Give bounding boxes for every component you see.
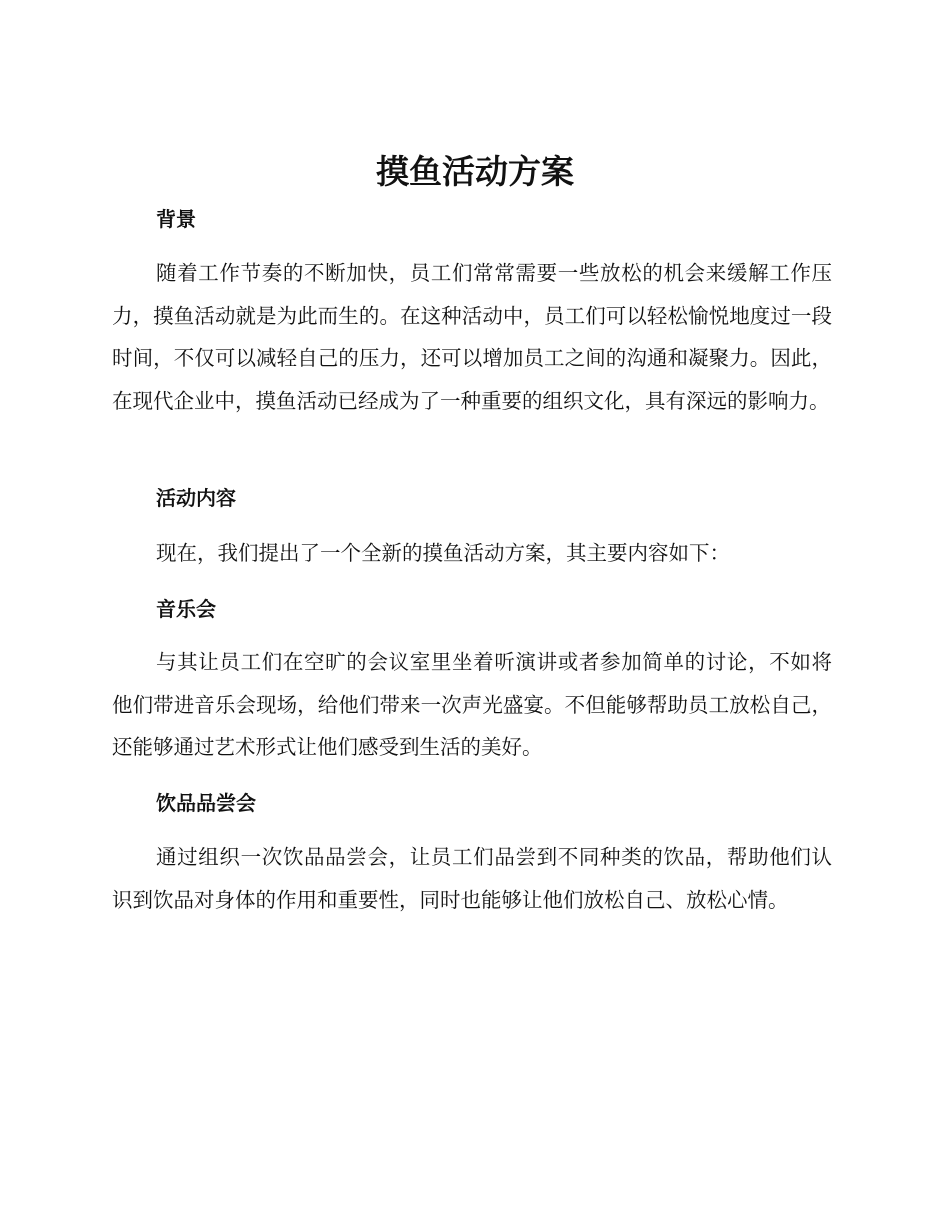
document-title: 摸鱼活动方案 xyxy=(376,152,574,191)
section-heading-beverage-tasting: 饮品品尝会 xyxy=(156,791,256,815)
section-paragraph-beverage-tasting: 通过组织一次饮品品尝会，让员工们品尝到不同种类的饮品，帮助他们认识到饮品对身体的作用和重要性，同时也能够让他们放松自己、放松心情。 xyxy=(112,845,832,912)
section-paragraph-background: 随着工作节奏的不断加快，员工们常常需要一些放松的机会来缓解工作压力，摸鱼活动就是为此而生的。在这种活动中，员工们可以轻松愉悦地度过一段时间，不仅可以减轻自己的压力，还可以增加员工之间的沟通和凝聚力。因此，在现代企业中，摸鱼活动已经成为了一种重要的组织文化，具有深远的影响力。 xyxy=(112,261,832,413)
section-heading-concert: 音乐会 xyxy=(156,597,216,621)
section-paragraph-activity-content: 现在，我们提出了一个全新的摸鱼活动方案，其主要内容如下： xyxy=(156,541,730,565)
section-paragraph-concert: 与其让员工们在空旷的会议室里坐着听演讲或者参加简单的讨论，不如将他们带进音乐会现场，给他们带来一次声光盛宴。不但能够帮助员工放松自己，还能够通过艺术形式让他们感受到生活的美好。 xyxy=(112,650,832,759)
section-heading-activity-content: 活动内容 xyxy=(156,486,236,510)
section-heading-background: 背景 xyxy=(156,207,196,231)
